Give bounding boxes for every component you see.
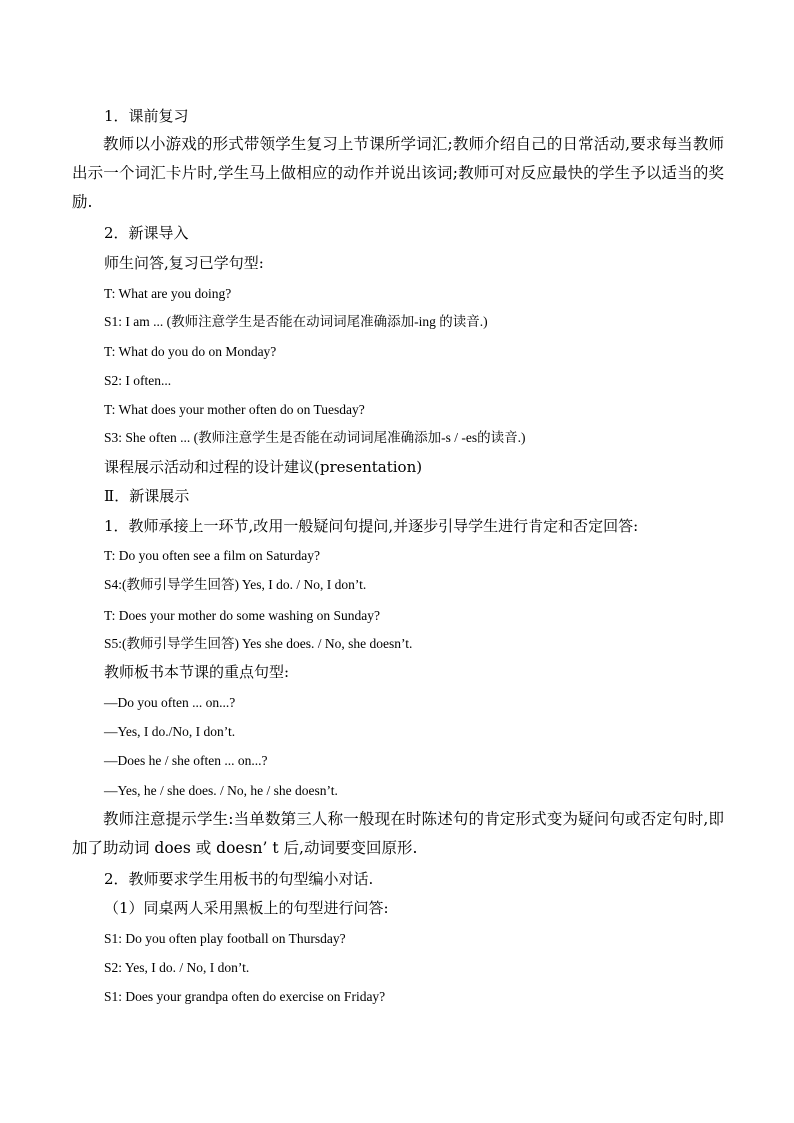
key-sentence: —Does he / she often ... on...? <box>104 753 268 768</box>
text-line: 1．教师承接上一环节,改用一般疑问句提问,并逐步引导学生进行肯定和否定回答: <box>104 517 639 535</box>
text-line: 课程展示活动和过程的设计建议(presentation) <box>104 458 423 476</box>
dialogue-line: T: What does your mother often do on Tuesday? <box>104 402 365 417</box>
text-line: 教师板书本节课的重点句型: <box>104 663 290 681</box>
dialogue-line: T: Does your mother do some washing on Sunday? <box>104 608 381 623</box>
section-heading-presentation: Ⅱ．新课展示 <box>104 487 190 505</box>
key-sentence: —Yes, I do./No, I don’t. <box>104 724 236 739</box>
text-line: 2．教师要求学生用板书的句型编小对话. <box>104 870 374 888</box>
dialogue-line: S2: Yes, I do. / No, I don’t. <box>104 960 250 975</box>
dialogue-line: T: What are you doing? <box>104 286 232 301</box>
text-line: 师生问答,复习已学句型: <box>104 254 264 272</box>
paragraph-review: 教师以小游戏的形式带领学生复习上节课所学词汇;教师介绍自己的日常活动,要求每当教师出示一个词汇卡片时,学生马上做相应的动作并说出该词;教师可对反应最快的学生予以适当的奖励. <box>72 135 724 211</box>
section-heading-review: 1．课前复习 <box>104 107 189 125</box>
dialogue-line: S1: Does your grandpa often do exercise on Friday? <box>104 989 386 1004</box>
key-sentence: —Do you often ... on...? <box>104 695 236 710</box>
dialogue-line: S4:(教师引导学生回答) Yes, I do. / No, I don’t. <box>104 577 367 592</box>
paragraph-note: 教师注意提示学生:当单数第三人称一般现在时陈述句的肯定形式变为疑问句或否定句时,即加了助动词 does 或 doesn’ t 后,动词要变回原形. <box>72 810 724 857</box>
section-heading-intro: 2．新课导入 <box>104 224 189 242</box>
dialogue-line: S5:(教师引导学生回答) Yes she does. / No, she doesn’t. <box>104 636 413 651</box>
dialogue-line: S1: I am ... (教师注意学生是否能在动词词尾准确添加-ing 的读音.) <box>104 314 488 329</box>
dialogue-line: S2: I often... <box>104 373 172 388</box>
dialogue-line: S1: Do you often play football on Thursday? <box>104 931 346 946</box>
dialogue-line: T: What do you do on Monday? <box>104 344 277 359</box>
dialogue-line: S3: She often ... (教师注意学生是否能在动词词尾准确添加-s / -es的读音.) <box>104 430 526 445</box>
key-sentence: —Yes, he / she does. / No, he / she doesn’t. <box>104 783 338 798</box>
text-line: （1）同桌两人采用黑板上的句型进行问答: <box>104 899 389 917</box>
dialogue-line: T: Do you often see a film on Saturday? <box>104 548 321 563</box>
